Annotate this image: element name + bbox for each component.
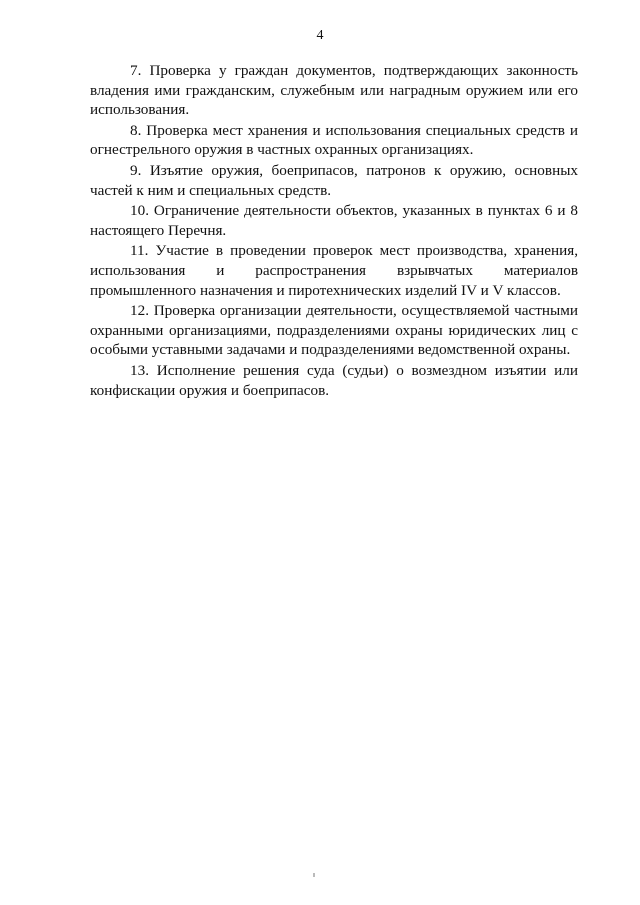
list-item-10: 10. Ограничение деятельности объектов, указанных в пунктах 6 и 8 настоящего Перечня.: [90, 202, 578, 239]
list-item-13: 13. Исполнение решения суда (судьи) о возмездном изъятии или конфискации оружия и боеприпасов.: [90, 361, 578, 399]
list-item-8: 8. Проверка мест хранения и использования специальных средств и огнестрельного оружия в частных охранных организациях.: [90, 121, 578, 159]
list-item-11: 11. Участие в проведении проверок мест производства, хранения, использования и распространения взрывчатых материалов промышленного назначения и пиротехнических изделий IV и V классов.: [90, 242, 578, 299]
page-number: 4: [316, 28, 324, 43]
list-item-7: 7. Проверка у граждан документов, подтверждающих законность владения ими гражданским, служебным или наградным оружием или его использования.: [90, 62, 578, 119]
scan-artifact: [313, 873, 315, 877]
list-item-12: 12. Проверка организации деятельности, осуществляемой частными охранными организациями, подразделениями охраны юридических лиц с особыми уставными задачами и подразделениями ведомственной охраны.: [90, 302, 578, 359]
list-item-9: 9. Изъятие оружия, боеприпасов, патронов к оружию, основных частей к ним и специальных средств.: [90, 161, 578, 199]
document-body: [90, 61, 578, 400]
